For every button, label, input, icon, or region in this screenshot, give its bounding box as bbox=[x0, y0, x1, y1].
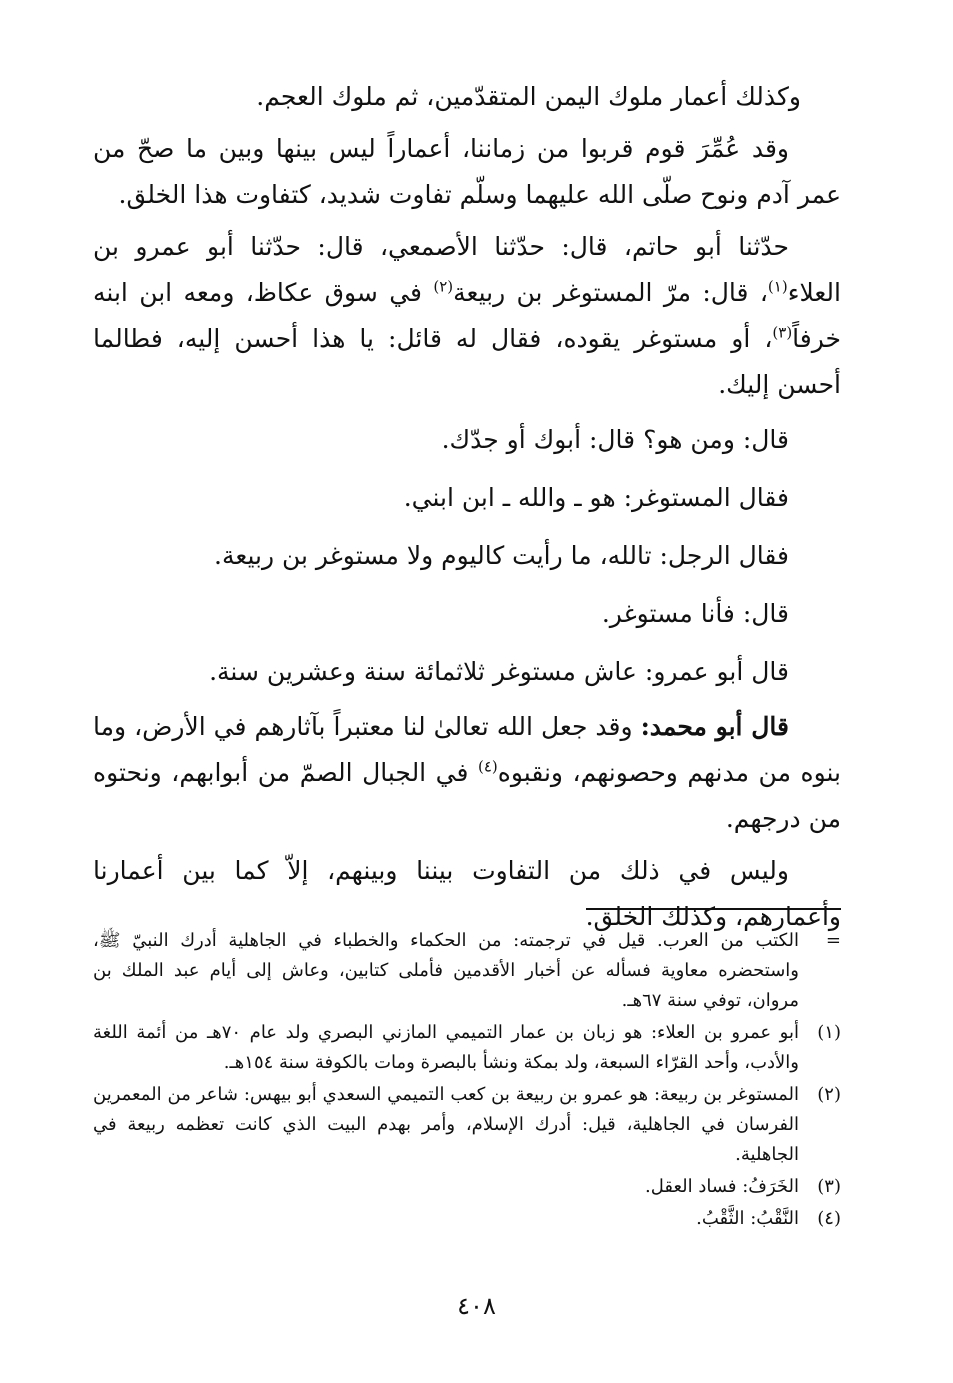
paragraph-4-lead: قال أبو محمد: bbox=[640, 712, 789, 741]
footnote-continuation bbox=[93, 926, 841, 1016]
dialog-line-2: فقال المستوغر: هو ـ والله ـ ابن ابني. bbox=[403, 483, 789, 512]
footnote-1 bbox=[93, 1018, 841, 1078]
footnote-separator bbox=[586, 908, 841, 910]
dialog-line-1: قال: ومن هو؟ قال: أبوك أو جدّك. bbox=[441, 425, 789, 454]
footnote-number: (٣) bbox=[817, 1176, 841, 1197]
paragraph-3-part-b: ، قال: مرّ المستوغر بن ربيعة bbox=[453, 278, 768, 307]
footnote-number: (٤) bbox=[817, 1208, 841, 1229]
main-text bbox=[93, 74, 841, 946]
footnote-ref-1: (١) bbox=[767, 277, 788, 296]
footnote-number: (٢) bbox=[817, 1084, 841, 1105]
paragraph-4 bbox=[93, 704, 841, 842]
footnote-text: الكتب من العرب. قيل في ترجمته: من الحكماء والخطباء في الجاهلية أدرك النبيّ ﷺ، واستحضره معاوية فسأله عن أخبار الأقدمين فأملى كتابين، وعاش إلى أيام عبد الملك بن مروان، توفي سنة ٦٧هـ. bbox=[93, 930, 799, 1011]
dialog-line-5: قال أبو عمرو: عاش مستوغر ثلاثمائة سنة وعشرين سنة. bbox=[209, 657, 789, 686]
footnote-text: أبو عمرو بن العلاء: هو زبان بن عمار التميمي المازني البصري ولد عام ٧٠هـ من أئمة اللغة والأدب، وأحد القرّاء السبعة، ولد بمكة ونشأ بالبصرة ومات بالكوفة سنة ١٥٤هـ. bbox=[93, 1022, 799, 1073]
footnotes bbox=[93, 926, 841, 1236]
footnote-text: المستوغر بن ربيعة: هو عمرو بن ربيعة بن كعب التميمي السعدي أبو بيهس: شاعر من المعمرين الفرسان في الجاهلية، قيل: أدرك الإسلام، وأمر بهدم البيت الذي كانت تعظمه ربيعة في الجاهلية. bbox=[93, 1084, 799, 1165]
footnote-text: الخَرَفُ: فساد العقل. bbox=[645, 1176, 799, 1197]
paragraph-4-part-a: وقد جعل الله تعالىٰ لنا معتبراً بآثارهم في الأرض، وما بنوه من مدنهم وحصونهم، ونقبوه bbox=[93, 712, 841, 787]
footnote-text: النَّقْبُ: الثَّقْبُ. bbox=[696, 1208, 799, 1229]
footnote-2 bbox=[93, 1080, 841, 1170]
footnote-4 bbox=[93, 1204, 841, 1234]
paragraph-3-part-a: حدّثنا أبو حاتم، قال: حدّثنا الأصمعي، قال: حدّثنا أبو عمرو بن العلاء bbox=[93, 232, 841, 307]
paragraph-5: وليس في ذلك من التفاوت بيننا وبينهم، إلاّ كما بين أعمارنا وأعمارهم، وكذلك الخلق. bbox=[93, 856, 841, 931]
footnote-ref-3: (٣) bbox=[772, 323, 793, 342]
paragraph-1: وكذلك أعمار ملوك اليمن المتقدّمين، ثم ملوك العجم. bbox=[256, 82, 801, 111]
paragraph-4-part-b: في الجبال الصمّ من أبوابهم، ونحتوه من درجهم. bbox=[93, 758, 841, 833]
page-number: ٤٠٨ bbox=[457, 1292, 496, 1320]
paragraph-2: وقد عُمِّرَ قوم قربوا من زماننا، أعماراً ليس بينها وبين ما صحّ من عمر آدم ونوح صلّى الله عليهما وسلّم تفاوت شديد، كتفاوت هذا الخلق. bbox=[93, 134, 841, 209]
paragraph-3-part-d: ، أو مستوغر يقوده، فقال له قائل: يا هذا أحسن إليه، فطالما أحسن إليك. bbox=[93, 324, 841, 399]
dialog-line-3: فقال الرجل: تالله، ما رأيت كاليوم ولا مستوغر بن ربيعة. bbox=[214, 541, 789, 570]
footnote-3 bbox=[93, 1172, 841, 1202]
footnote-ref-4: (٤) bbox=[477, 757, 498, 776]
footnote-number: = bbox=[825, 930, 841, 951]
footnote-ref-2: (٢) bbox=[433, 277, 454, 296]
paragraph-3-part-c: في سوق عكاظ، ومعه ابن ابنه خرفاً bbox=[93, 278, 841, 353]
dialog-line-4: قال: فأنا مستوغر. bbox=[601, 599, 789, 628]
paragraph-3 bbox=[93, 224, 841, 408]
footnote-number: (١) bbox=[817, 1022, 841, 1043]
